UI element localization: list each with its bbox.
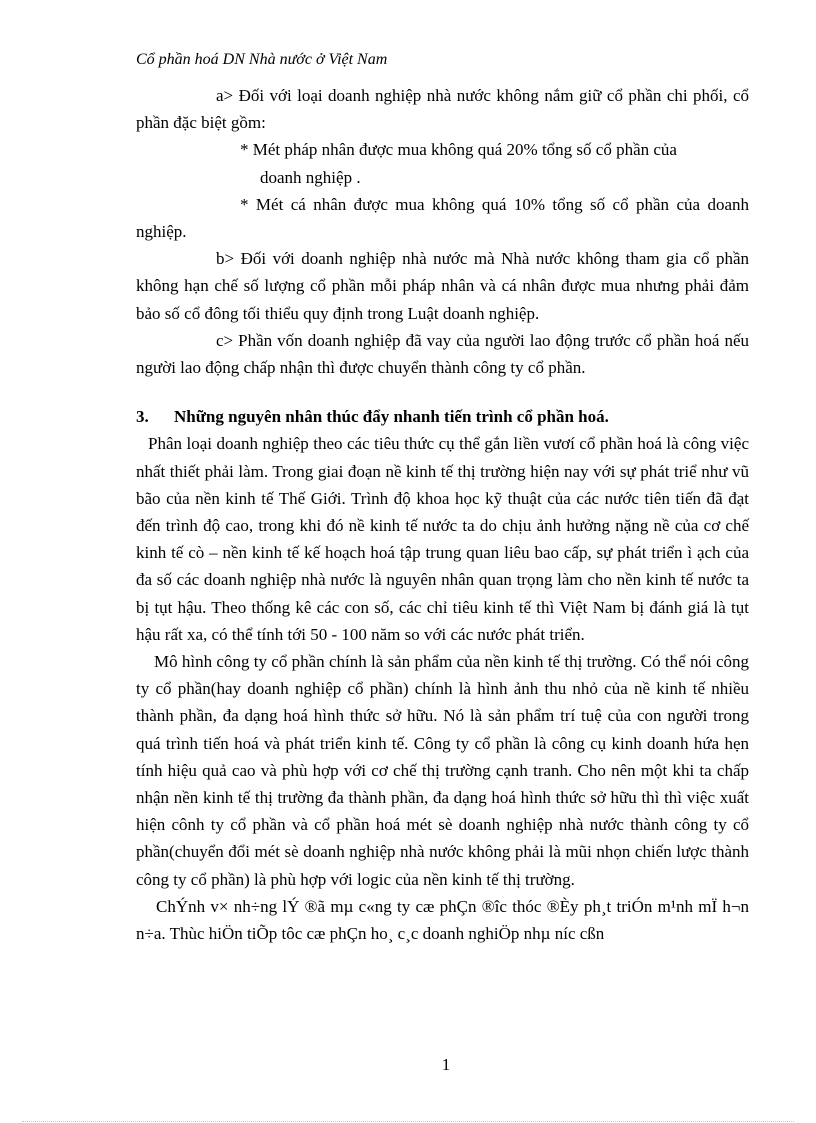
page-number: 1 — [441, 1055, 451, 1074]
section-gap — [136, 381, 749, 403]
section-heading — [136, 403, 749, 430]
page-bottom-divider — [22, 1121, 794, 1122]
paragraph-star1-line1: * Mét pháp nhân được mua không quá 20% tổng số cổ phần của — [240, 140, 677, 160]
document-body — [136, 82, 749, 947]
section-number: 3. — [136, 407, 149, 427]
paragraph-star1-line2: doanh nghiệp . — [260, 167, 361, 187]
body-paragraph-2: Mô hình công ty cổ phần chính là sản phẩm của nền kinh tế thị trường. Có thể nói công ty cổ phần(hay doanh nghiệp cổ phần) chính là hình ảnh thu nhỏ của nề kinh tế nhiều thành phần, đa dạng hoá hình thức sở hữu. Nó là sản phẩm trí tuệ của con người trong quá trình tiến hoá và phát triển kinh tế. Công ty cổ phần là công cụ kinh doanh hứa hẹn tính hiệu quả cao và phù hợp với cơ chế thị trường cạnh tranh. Cho nên một khi ta chấp nhận nền kinh tế thị trường đa thành phần, đa dạng hoá hình thức sở hữu thì thì việc xuất hiện cônh ty cổ phần và cổ phần hoá mét sè doanh nghiệp nhà nước thành công ty cổ phần(chuyển đổi mét sè doanh nghiệp nhà nước không phải là mũi nhọn chiến lược thành công ty cổ phần) là phù hợp với logic của nền kinh tế thị trường. — [136, 652, 749, 889]
body-paragraph-1: Phân loại doanh nghiệp theo các tiêu thức cụ thể gắn liền vươí cổ phần hoá là công việc nhất thiết phải làm. Trong giai đoạn nề kinh tế thị trường hiện nay với sự phát triể như vũ bão của nền kinh tế Thế Giới. Trình độ khoa học kỹ thuật của các nước tiên tiến đã đạt đến trình độ cao, trong khi đó nề kinh tế nước ta do chịu ảnh hưởng nặng nề của cơ chế kinh tế cò – nền kinh tế kế hoạch hoá tập trung quan liêu bao cấp, sự phát triển ì ạch của đa số các doanh nghiệp nhà nước là nguyên nhân quan trọng làm cho nền kinh tế nước ta bị tụt hậu. Theo thống kê các con số, các chỉ tiêu kinh tế thì Việt Nam bị đánh giá là tụt hậu rất xa, có thể tính tới 50 - 100 năm so với các nước phát triển. — [136, 434, 749, 644]
paragraph-a: a> Đối với loại doanh nghiệp nhà nước không nắm giữ cổ phần chi phối, cổ phần đặc biệt gồm: — [136, 86, 749, 133]
body-paragraph-3: ChÝnh v× nh÷ng lÝ ®ã mµ c«ng ty cæ phÇn ®îc thóc ®Èy ph¸t triÓn m¹nh mÏ h¬n n÷a. Thùc hiÖn tiÕp tôc cæ phÇn ho¸ c¸c doanh nghiÖp nhµ níc cßn — [136, 896, 749, 944]
paragraph-b: b> Đối với doanh nghiệp nhà nước mà Nhà nước không tham gia cổ phần không hạn chế số lượng cổ phần mỗi pháp nhân và cá nhân được mua nhưng phải đảm bảo số cổ đông tối thiểu quy định trong Luật doanh nghiệp. — [136, 249, 749, 323]
paragraph-star2: * Mét cá nhân được mua không quá 10% tổng số cổ phần của doanh nghiệp. — [136, 194, 749, 242]
paragraph-c: c> Phần vốn doanh nghiệp đã vay của người lao động trước cổ phần hoá nếu người lao động chấp nhận thì được chuyển thành công ty cổ phần. — [136, 330, 749, 378]
running-header: Cổ phần hoá DN Nhà nước ở Việt Nam — [136, 51, 388, 68]
section-title: Những nguyên nhân thúc đẩy nhanh tiến trình cổ phần hoá. — [174, 407, 609, 427]
